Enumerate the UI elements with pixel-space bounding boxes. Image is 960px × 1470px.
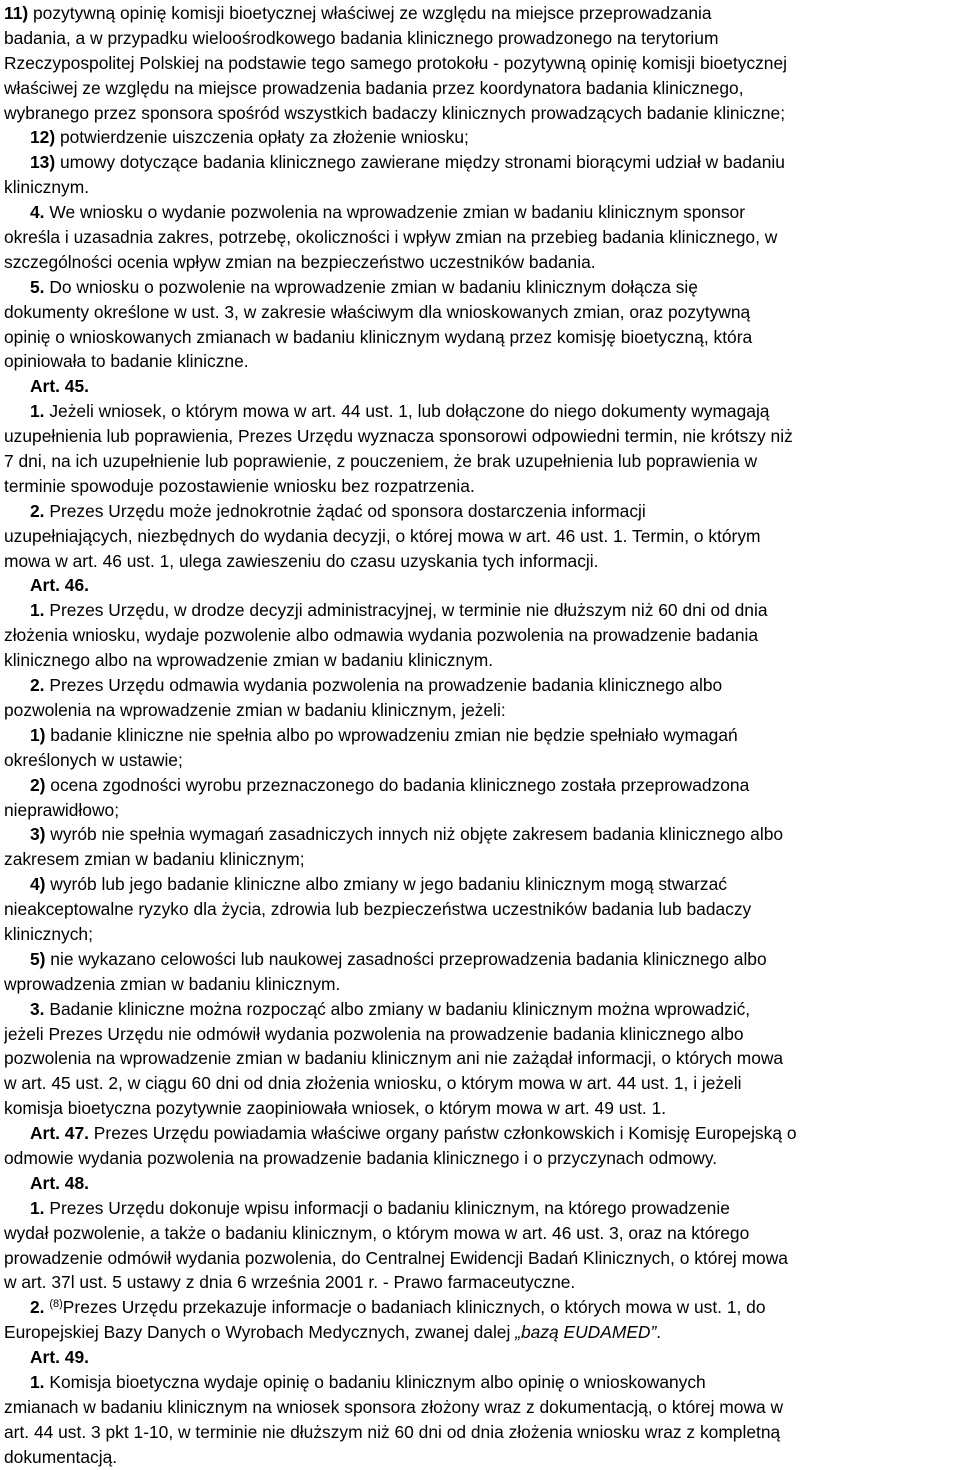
text-line [4, 972, 960, 997]
text-line [4, 1096, 960, 1121]
provision-number: 1. [30, 1197, 50, 1218]
text-line [4, 499, 960, 524]
text-line [4, 748, 960, 773]
text-segment: zmianach w badaniu klinicznym na wniosek sponsora złożony wraz z dokumentacją, o której mowa w [4, 1396, 784, 1417]
text-line [4, 300, 960, 325]
text-segment: właściwej ze względu na miejsce prowadzenia badania przez koordynatora badania klinicznego, [4, 77, 744, 98]
text-line [4, 623, 960, 648]
text-line [4, 76, 960, 101]
provision-number: Art. 46. [30, 575, 89, 596]
text-line [4, 449, 960, 474]
provision-number: 11) [4, 3, 34, 23]
text-line [4, 175, 960, 200]
provision-number: 1) [30, 724, 51, 745]
provision-number: Art. 45. [30, 376, 89, 397]
text-line [4, 1071, 960, 1096]
text-line [4, 723, 960, 748]
text-line [4, 1146, 960, 1171]
text-line [4, 1370, 960, 1395]
text-line [4, 225, 960, 250]
text-segment: opiniowała to badanie kliniczne. [4, 351, 249, 372]
text-segment: Badanie kliniczne można rozpocząć albo zmiany w badaniu klinicznym można wprowadzić, [49, 998, 751, 1019]
text-line [4, 1246, 960, 1271]
text-line [4, 698, 960, 723]
text-line [4, 325, 960, 350]
text-segment: badanie kliniczne nie spełnia albo po wprowadzeniu zmian nie będzie spełniało wymagań [50, 724, 738, 745]
text-segment: pozwolenia na wprowadzenie zmian w badaniu klinicznym ani nie zażądał informacji, o których mowa [4, 1048, 784, 1069]
provision-number: 2. [30, 675, 50, 696]
text-line [4, 125, 960, 150]
provision-number: 2) [30, 774, 51, 795]
text-line [4, 947, 960, 972]
text-line [4, 922, 960, 947]
text-line [4, 872, 960, 897]
text-line [4, 1420, 960, 1445]
text-segment: pozwolenia na wprowadzenie zmian w badaniu klinicznym, jeżeli: [4, 699, 506, 720]
text-segment: określonych w ustawie; [4, 749, 183, 770]
provision-number: 5. [30, 276, 50, 297]
text-segment: Prezes Urzędu powiadamia właściwe organy państw członkowskich i Komisję Europejską o [93, 1123, 797, 1144]
text-line [4, 1320, 960, 1345]
text-line [4, 1022, 960, 1047]
text-line [4, 200, 960, 225]
text-segment: Prezes Urzędu może jednokrotnie żądać od sponsora dostarczenia informacji [49, 500, 646, 521]
text-line [4, 1445, 960, 1470]
text-line [4, 798, 960, 823]
provision-number: 3. [30, 998, 50, 1019]
text-segment: określa i uzasadnia zakres, potrzebę, okoliczności i wpływ zmian na przebieg badania klinicznego, w [4, 227, 778, 248]
text-segment: potwierdzenie uiszczenia opłaty za złożenie wniosku; [59, 127, 469, 148]
text-segment: uzupełniających, niezbędnych do wydania decyzji, o której mowa w art. 46 ust. 1. Termin, o którym [4, 525, 761, 546]
text-segment: nie wykazano celowości lub naukowej zasadności przeprowadzenia badania klinicznego albo [50, 948, 767, 969]
text-line [4, 1196, 960, 1221]
text-line [4, 847, 960, 872]
text-line [4, 997, 960, 1022]
text-segment: wprowadzenia zmian w badaniu klinicznym. [4, 973, 341, 994]
text-segment: dokumenty określone w ust. 3, w zakresie właściwym dla wnioskowanych zmian, oraz pozytywną [4, 301, 751, 322]
text-segment: We wniosku o wydanie pozwolenia na wprowadzenie zmian w badaniu klinicznym sponsor [49, 202, 746, 223]
provision-number: 2. [30, 1297, 50, 1318]
text-line [4, 1295, 960, 1320]
text-segment: złożenia wniosku, wydaje pozwolenie albo odmawia wydania pozwolenia na prowadzenie badania [4, 625, 759, 646]
text-line [4, 573, 960, 598]
provision-number: 4) [30, 874, 51, 895]
text-segment: art. 44 ust. 3 pkt 1-10, w terminie nie dłuższym niż 60 dni od dnia złożenia wniosku wraz z kompletną [4, 1421, 781, 1442]
text-segment: klinicznego albo na wprowadzenie zmian w badaniu klinicznym. [4, 650, 494, 671]
text-segment: dokumentacją. [4, 1446, 118, 1467]
provision-number: 1. [30, 401, 50, 422]
text-line [4, 250, 960, 275]
text-segment: w art. 37l ust. 5 ustawy z dnia 6 września 2001 r. - Prawo farmaceutyczne. [4, 1272, 576, 1293]
text-line [4, 424, 960, 449]
text-line [4, 51, 960, 76]
text-line [4, 1270, 960, 1295]
text-segment: wydał pozwolenie, a także o badaniu klinicznym, o którym mowa w art. 46 ust. 3, oraz na którego [4, 1222, 750, 1243]
text-segment: nieprawidłowo; [4, 799, 120, 820]
text-segment: Prezes Urzędu przekazuje informacje o badaniach klinicznych, o których mowa w ust. 1, do [62, 1297, 766, 1318]
text-line [4, 349, 960, 374]
text-segment: klinicznych; [4, 923, 93, 944]
text-segment: ocena zgodności wyrobu przeznaczonego do badania klinicznego została przeprowadzona [50, 774, 750, 795]
text-segment: wybranego przez sponsora spośród wszystkich badaczy klinicznych prowadzących badanie kliniczne; [4, 102, 786, 123]
text-segment: klinicznym. [4, 177, 90, 198]
text-line [4, 598, 960, 623]
text-line [4, 1345, 960, 1370]
text-segment: Prezes Urzędu dokonuje wpisu informacji o badaniu klinicznym, na którego prowadzenie [49, 1197, 730, 1218]
text-segment: Komisja bioetyczna wydaje opinię o badaniu klinicznym albo opinię o wnioskowanych [49, 1371, 706, 1392]
text-segment: mowa w art. 46 ust. 1, ulega zawieszeniu do czasu uzyskania tych informacji. [4, 550, 599, 571]
provision-number: Art. 49. [30, 1347, 89, 1368]
text-segment: szczególności ocenia wpływ zmian na bezpieczeństwo uczestników badania. [4, 251, 596, 272]
text-segment: prowadzenie odmówił wydania pozwolenia, do Centralnej Ewidencji Badań Klinicznych, o której mowa [4, 1247, 788, 1268]
text-line [4, 648, 960, 673]
text-line [4, 1221, 960, 1246]
text-segment: wyrób nie spełnia wymagań zasadniczych innych niż objęte zakresem badania klinicznego albo [50, 824, 784, 845]
text-segment: Jeżeli wniosek, o którym mowa w art. 44 ust. 1, lub dołączone do niego dokumenty wymagają [49, 401, 770, 422]
text-line [4, 1395, 960, 1420]
text-line [4, 26, 960, 51]
text-line [4, 101, 960, 126]
text-line [4, 1121, 960, 1146]
text-segment: uzupełnienia lub poprawienia, Prezes Urzędu wyznacza sponsorowi odpowiedni termin, nie krótszy niż [4, 426, 793, 447]
provision-number: 2. [30, 500, 50, 521]
text-line [4, 822, 960, 847]
text-line [4, 524, 960, 549]
text-segment: komisja bioetyczna pozytywnie zaopiniowała wniosek, o którym mowa w art. 49 ust. 1. [4, 1098, 667, 1119]
text-segment: Do wniosku o pozwolenie na wprowadzenie zmian w badaniu klinicznym dołącza się [49, 276, 698, 297]
text-line [4, 773, 960, 798]
text-line [4, 1171, 960, 1196]
text-segment: jeżeli Prezes Urzędu nie odmówił wydania pozwolenia na prowadzenie badania klinicznego albo [4, 1023, 744, 1044]
text-segment: . [656, 1322, 662, 1343]
text-line [4, 275, 960, 300]
text-segment: zakresem zmian w badaniu klinicznym; [4, 849, 305, 870]
text-segment: Rzeczypospolitej Polskiej na podstawie tego samego protokołu - pozytywną opinię komisji bioetycznej [4, 52, 787, 73]
provision-number: 4. [30, 202, 50, 223]
text-line [4, 474, 960, 499]
text-line [4, 549, 960, 574]
provision-number: 1. [30, 1371, 50, 1392]
provision-number: 1. [30, 600, 50, 621]
text-line [4, 399, 960, 424]
text-segment: Prezes Urzędu, w drodze decyzji administracyjnej, w terminie nie dłuższym niż 60 dni od dnia [49, 600, 768, 621]
text-segment: umowy dotyczące badania klinicznego zawierane między stronami biorącymi udział w badaniu [59, 152, 785, 173]
text-segment: terminie spowoduje pozostawienie wniosku bez rozpatrzenia. [4, 475, 475, 496]
provision-number: Art. 48. [30, 1172, 89, 1193]
text-line [4, 1, 960, 26]
provision-number: 5) [30, 948, 51, 969]
text-segment: pozytywną opinię komisji bioetycznej właściwej ze względu na miejsce przeprowadzania [33, 3, 712, 23]
provision-number: 13) [30, 152, 60, 173]
text-segment: wyrób lub jego badanie kliniczne albo zmiany w jego badaniu klinicznym mogą stwarzać [50, 874, 727, 895]
text-segment: nieakceptowalne ryzyko dla życia, zdrowia lub bezpieczeństwa uczestników badania lub badaczy [4, 899, 752, 920]
footnote-marker: (8) [49, 1298, 63, 1311]
text-segment: „bazą EUDAMED” [515, 1322, 657, 1343]
provision-number: 3) [30, 824, 51, 845]
text-segment: Prezes Urzędu odmawia wydania pozwolenia na prowadzenie badania klinicznego albo [49, 675, 723, 696]
text-segment: w art. 45 ust. 2, w ciągu 60 dni od dnia złożenia wniosku, o którym mowa w art. 44 ust. 1, i jeżeli [4, 1073, 742, 1094]
text-segment: Europejskiej Bazy Danych o Wyrobach Medycznych, zwanej dalej [4, 1322, 516, 1343]
text-segment: 7 dni, na ich uzupełnienie lub poprawienie, z pouczeniem, że brak uzupełnienia lub poprawienia w [4, 451, 758, 472]
text-line [4, 150, 960, 175]
provision-number: 12) [30, 127, 60, 148]
text-segment: badania, a w przypadku wieloośrodkowego badania klinicznego prowadzonego na terytorium [4, 27, 719, 48]
text-line [4, 673, 960, 698]
text-segment: opinię o wnioskowanych zmianach w badaniu klinicznym wydaną przez komisję bioetyczną, która [4, 326, 753, 347]
text-line [4, 374, 960, 399]
text-segment: odmowie wydania pozwolenia na prowadzenie badania klinicznego i o przyczynach odmowy. [4, 1147, 718, 1168]
text-line [4, 1046, 960, 1071]
text-line [4, 897, 960, 922]
provision-number: Art. 47. [30, 1123, 94, 1144]
